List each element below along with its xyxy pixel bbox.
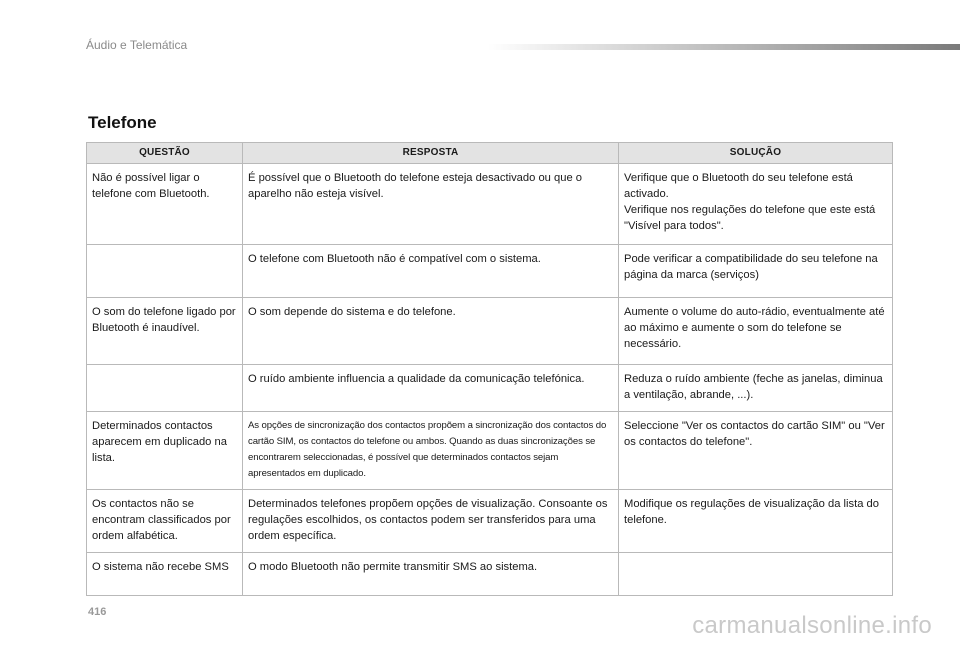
table-row [87, 365, 893, 412]
table-row [87, 490, 893, 553]
column-header-question: QUESTÃO [87, 143, 243, 164]
page-number: 416 [88, 606, 107, 618]
question-cell: Os contactos não se encontram classificados por ordem alfabética. [87, 490, 243, 553]
question-cell: O sistema não recebe SMS [87, 553, 243, 596]
solution-cell [619, 553, 893, 596]
question-cell: O som do telefone ligado por Bluetooth é inaudível. [87, 298, 243, 365]
solution-cell: Verifique que o Bluetooth do seu telefone está activado. Verifique nos regulações do telefone que este está "Visível para todos". [619, 164, 893, 245]
table-header-row [87, 143, 893, 164]
answer-cell: É possível que o Bluetooth do telefone esteja desactivado ou que o aparelho não esteja visível. [243, 164, 619, 245]
solution-cell: Reduza o ruído ambiente (feche as janelas, diminua a ventilação, abrande, ...). [619, 365, 893, 412]
answer-cell: O telefone com Bluetooth não é compatível com o sistema. [243, 245, 619, 298]
question-cell [87, 365, 243, 412]
solution-cell: Modifique os regulações de visualização da lista do telefone. [619, 490, 893, 553]
answer-cell: O som depende do sistema e do telefone. [243, 298, 619, 365]
watermark: carmanualsonline.info [692, 612, 932, 639]
solution-cell: Pode verificar a compatibilidade do seu telefone na página da marca (serviços) [619, 245, 893, 298]
question-cell: Não é possível ligar o telefone com Bluetooth. [87, 164, 243, 245]
answer-cell: O modo Bluetooth não permite transmitir SMS ao sistema. [243, 553, 619, 596]
column-header-solution: SOLUÇÃO [619, 143, 893, 164]
header-gradient-bar [488, 44, 960, 50]
question-cell [87, 245, 243, 298]
table-row [87, 553, 893, 596]
question-cell: Determinados contactos aparecem em duplicado na lista. [87, 412, 243, 490]
section-title: Telefone [88, 113, 157, 132]
column-header-answer: RESPOSTA [243, 143, 619, 164]
table-row [87, 412, 893, 490]
answer-cell: Determinados telefones propõem opções de visualização. Consoante os regulações escolhidos, os contactos podem ser transferidos para uma ordem específica. [243, 490, 619, 553]
table-row [87, 298, 893, 365]
table-row [87, 164, 893, 245]
table-row [87, 245, 893, 298]
solution-cell: Aumente o volume do auto-rádio, eventualmente até ao máximo e aumente o som do telefone se necessário. [619, 298, 893, 365]
answer-cell: As opções de sincronização dos contactos propõem a sincronização dos contactos do cartão SIM, os contactos do telefone ou ambos. Quando as duas sincronizações se encontrarem seleccionadas, é possível que determinados contactos sejam apresentados em duplicado. [243, 412, 619, 490]
troubleshooting-table [86, 142, 893, 596]
chapter-title: Áudio e Telemática [86, 38, 188, 52]
answer-cell: O ruído ambiente influencia a qualidade da comunicação telefónica. [243, 365, 619, 412]
solution-cell: Seleccione "Ver os contactos do cartão SIM" ou "Ver os contactos do telefone". [619, 412, 893, 490]
